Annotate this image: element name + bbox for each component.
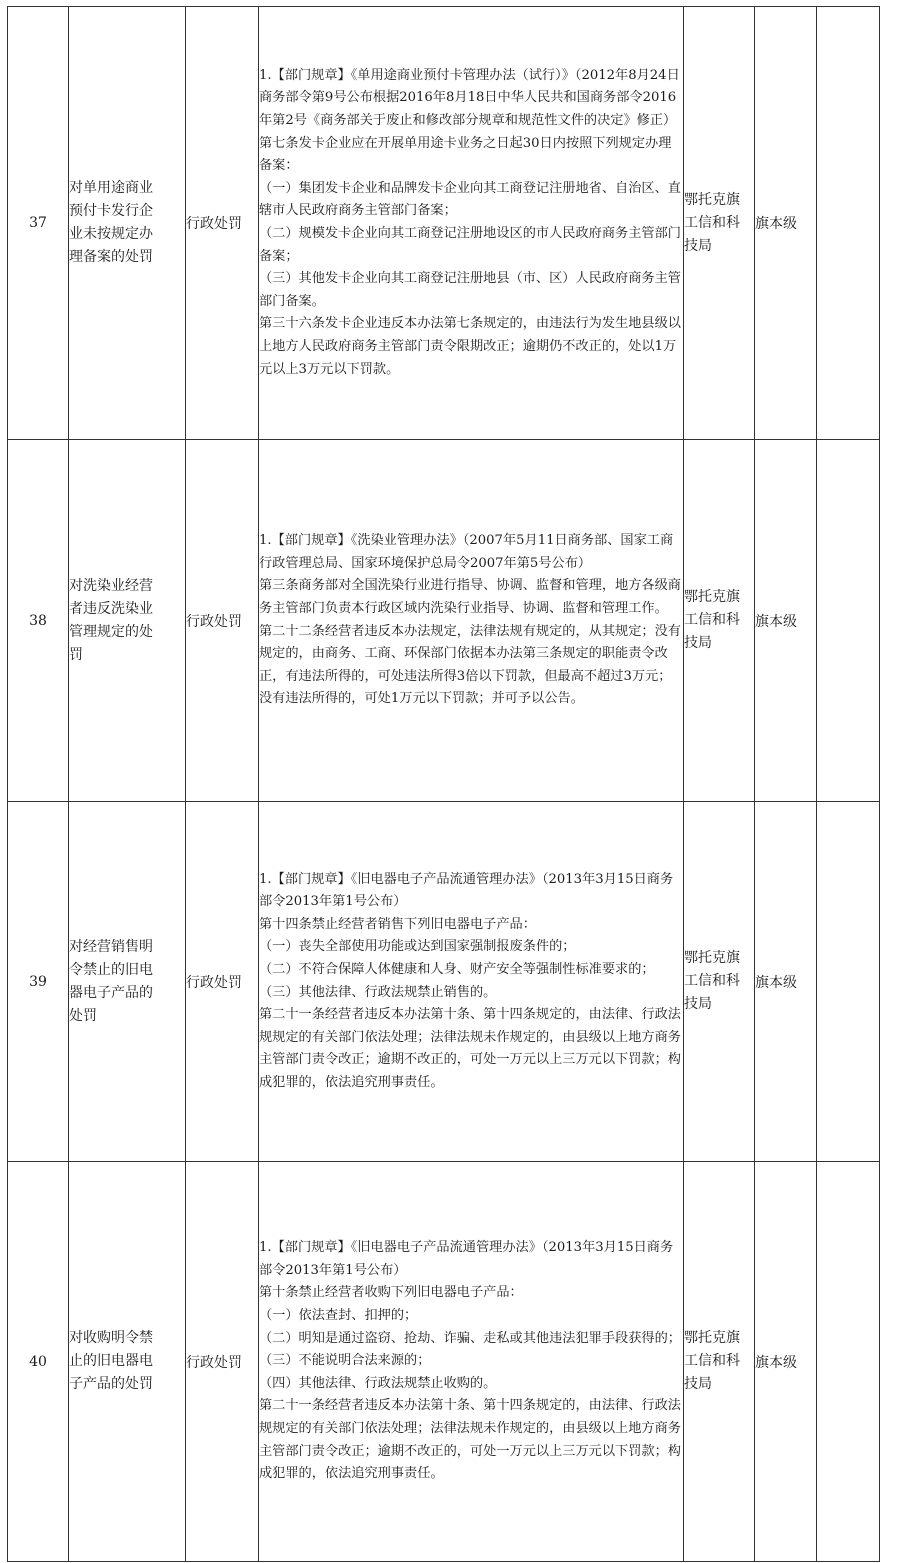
item-type: 行政处罚 [186, 1162, 259, 1562]
item-name-cell [69, 7, 186, 440]
item-name-line: 对经营销售明 [69, 938, 153, 955]
item-name-line: 者违反洗染业 [69, 600, 153, 617]
legal-basis-paragraph: 第七条发卡企业应在开展单用途卡业务之日起30日内按照下列规定办理备案： [259, 135, 672, 174]
item-type: 行政处罚 [186, 440, 259, 802]
penalty-list-table [7, 6, 880, 1562]
legal-basis-paragraph: （三）其他发卡企业向其工商登记注册地县（市、区）人民政府商务主管部门备案。 [259, 271, 681, 309]
item-type: 行政处罚 [186, 802, 259, 1162]
legal-basis-paragraph: 第三条商务部对全国洗染行业进行指导、协调、监督和管理，地方各级商务主管部门负责本行政区域内洗染行业指导、协调、监督和管理工作。 [259, 578, 681, 616]
legal-basis-paragraph: （二）明知是通过盗窃、抢劫、诈骗、走私或其他违法犯罪手段获得的； [259, 1330, 681, 1346]
implementing-body-line: 工信和科 [684, 973, 740, 989]
implementing-body-line: 技局 [684, 1376, 712, 1392]
legal-basis-cell [259, 440, 684, 802]
item-name-line: 业未按规定办 [69, 226, 153, 242]
item-name-line: 子产品的处罚 [69, 1376, 153, 1392]
implementing-body-line: 工信和科 [684, 1353, 740, 1369]
item-name-line: 令禁止的旧电 [69, 961, 153, 978]
legal-basis-cell [259, 1162, 684, 1562]
implementing-body-line: 鄂托克旗 [684, 191, 740, 208]
exercise-level: 旗本级 [755, 802, 817, 1162]
remarks-cell [817, 440, 880, 802]
item-name-cell [69, 1162, 186, 1562]
legal-basis-paragraph: （二）规模发卡企业向其工商登记注册地设区的市人民政府商务主管部门备案； [259, 226, 681, 264]
legal-basis-paragraph: （四）其他法律、行政法规禁止收购的。 [259, 1375, 497, 1391]
table-row [8, 440, 880, 802]
legal-basis-paragraph: 1.【部门规章】《单用途商业预付卡管理办法（试行）》（2012年8月24日商务部令第9号公布根据2016年8月18日中华人民共和国商务部令2016年第2号《商务部关于废止和修改部分规章和规范性文件的决定》修正） [259, 67, 680, 129]
legal-basis-paragraph: 第二十二条经营者违反本办法规定，法律法规有规定的，从其规定；没有规定的，由商务、工商、环保部门依据本办法第三条规定的职能责令改正，有违法所得的，可处违法所得3倍以下罚款，但最高不超过3万元；没有违法所得的，可处1万元以下罚款；并可予以公告。 [259, 623, 681, 707]
implementing-body-line: 鄂托克旗 [684, 1330, 740, 1346]
item-name-line: 对洗染业经营 [69, 577, 153, 594]
legal-basis-paragraph: 第十条禁止经营者收购下列旧电器电子产品： [259, 1285, 523, 1301]
exercise-level: 旗本级 [755, 1162, 817, 1562]
item-type: 行政处罚 [186, 7, 259, 440]
legal-basis-cell [259, 7, 684, 440]
item-number: 40 [8, 1162, 69, 1562]
implementing-body-cell [684, 440, 755, 802]
legal-basis-paragraph: （一）丧失全部使用功能或达到国家强制报废条件的； [259, 939, 576, 955]
item-name-line: 对收购明令禁 [69, 1330, 153, 1346]
remarks-cell [817, 802, 880, 1162]
implementing-body-line: 工信和科 [684, 214, 740, 231]
item-name-cell [69, 440, 186, 802]
legal-basis-paragraph: （一）依法查封、扣押的； [259, 1308, 418, 1324]
exercise-level: 旗本级 [755, 440, 817, 802]
implementing-body-cell [684, 7, 755, 440]
legal-basis-cell [259, 802, 684, 1162]
legal-basis-paragraph: 1.【部门规章】《旧电器电子产品流通管理办法》（2013年3月15日商务部令2013年第1号公布） [259, 871, 674, 910]
item-name-line: 预付卡发行企 [69, 203, 153, 219]
legal-basis-paragraph: 第二十一条经营者违反本办法第十条、第十四条规定的，由法律、行政法规规定的有关部门依法处理；法律法规未作规定的，由县级以上地方商务主管部门责令改正；逾期不改正的，可处一万元以上三万元以下罚款；构成犯罪的，依法追究刑事责任。 [259, 1007, 681, 1090]
implementing-body-line: 鄂托克旗 [684, 950, 740, 966]
item-name-line: 管理规定的处 [69, 623, 153, 640]
item-name-line: 器电子产品的 [69, 984, 153, 1001]
legal-basis-paragraph: （一）集团发卡企业和品牌发卡企业向其工商登记注册地省、自治区、直辖市人民政府商务主管部门备案； [259, 180, 681, 219]
implementing-body-line: 技局 [684, 237, 712, 254]
legal-basis-paragraph: 第三十六条发卡企业违反本办法第七条规定的，由违法行为发生地县级以上地方人民政府商务主管部门责令限期改正；逾期仍不改正的，处以1万元以上3万元以下罚款。 [259, 316, 681, 377]
item-name-line: 理备案的处罚 [69, 249, 153, 265]
implementing-body-line: 工信和科 [684, 612, 740, 628]
implementing-body-line: 技局 [684, 996, 712, 1012]
legal-basis-paragraph: 1.【部门规章】《洗染业管理办法》（2007年5月11日商务部、国家工商行政管理总局、国家环境保护总局令2007年第5号公布） [259, 533, 674, 571]
item-number: 38 [8, 440, 69, 802]
implementing-body-cell [684, 802, 755, 1162]
table-row [8, 1162, 880, 1562]
exercise-level: 旗本级 [755, 7, 817, 440]
table-row [8, 7, 880, 440]
item-number: 37 [8, 7, 69, 440]
item-name-line: 止的旧电器电 [69, 1353, 153, 1369]
legal-basis-paragraph: （三）其他法律、行政法规禁止销售的。 [259, 984, 497, 1000]
legal-basis-paragraph: 第二十一条经营者违反本办法第十条、第十四条规定的，由法律、行政法规规定的有关部门依法处理；法律法规未作规定的，由县级以上地方商务主管部门责令改正；逾期不改正的，可处一万元以上三万元以下罚款；构成犯罪的，依法追究刑事责任。 [259, 1398, 681, 1482]
implementing-body-line: 技局 [684, 635, 712, 651]
legal-basis-paragraph: （二）不符合保障人体健康和人身、财产安全等强制性标准要求的； [259, 961, 655, 977]
item-number: 39 [8, 802, 69, 1162]
table-row [8, 802, 880, 1162]
legal-basis-paragraph: 第十四条禁止经营者销售下列旧电器电子产品： [259, 916, 536, 932]
item-name-line: 对单用途商业 [69, 180, 153, 196]
legal-basis-paragraph: （三）不能说明合法来源的； [259, 1353, 431, 1369]
remarks-cell [817, 7, 880, 440]
remarks-cell [817, 1162, 880, 1562]
item-name-cell [69, 802, 186, 1162]
item-name-line: 处罚 [69, 1007, 97, 1024]
implementing-body-cell [684, 1162, 755, 1562]
item-name-line: 罚 [69, 646, 83, 663]
implementing-body-line: 鄂托克旗 [684, 589, 740, 605]
legal-basis-paragraph: 1.【部门规章】《旧电器电子产品流通管理办法》（2013年3月15日商务部令2013年第1号公布） [259, 1240, 674, 1278]
